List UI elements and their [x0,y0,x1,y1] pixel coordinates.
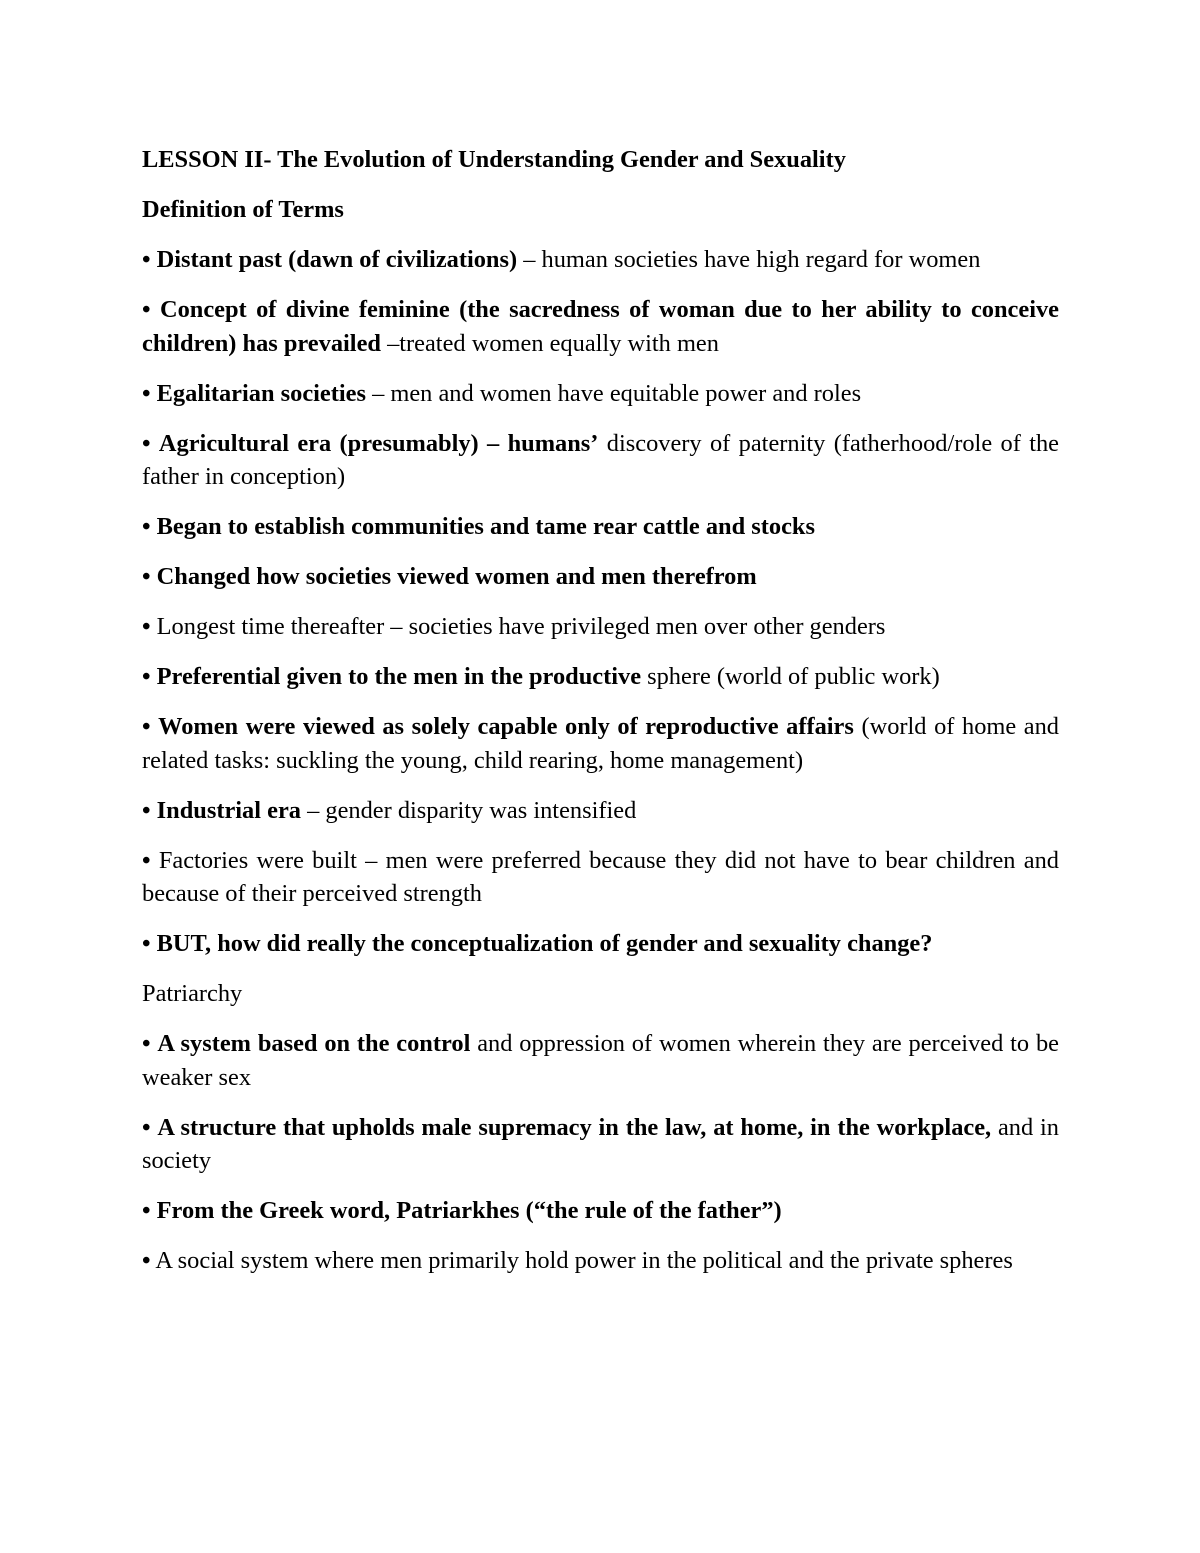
item-term: Women were viewed as solely capable only of reproductive affairs [158,713,854,740]
item-text: discovery of paternity (fatherhood/role of the father in conception) [142,429,1059,490]
list-item [142,293,1059,360]
list-item [142,610,1059,644]
item-text: A social system where men primarily hold power in the political and the private spheres [155,1247,1013,1274]
item-term: From the Greek word, Patriarkhes (“the rule of the father”) [156,1197,782,1224]
list-item [142,794,1059,828]
item-text: (world of home and related tasks: suckling the young, child rearing, home management) [142,713,1060,774]
list-item [142,427,1059,494]
lesson-title: LESSON II- The Evolution of Understanding Gender and Sexuality [142,146,846,173]
list-item [142,1111,1059,1178]
item-term: BUT, how did really the conceptualization of gender and sexuality change? [156,930,933,957]
patriarchy-heading: Patriarchy [142,980,243,1007]
bullet: • [142,296,151,323]
item-text: and oppression of women wherein they are perceived to be weaker sex [142,1030,1059,1091]
list-item [142,1244,1059,1278]
bullet: • [142,379,151,407]
item-text: Longest time thereafter – societies have privileged men over other genders [156,613,886,640]
document-page [142,143,1059,1294]
bullet: • [142,930,151,957]
item-text: sphere (world of public work) [641,663,940,690]
item-term: Agricultural era (presumably) – humans’ [158,429,599,457]
item-term: Changed how societies viewed women and men therefrom [156,563,757,590]
bullet: • [142,429,151,457]
item-text: – men and women have equitable power and roles [365,379,862,407]
list-item [142,660,1059,694]
list-item [142,1194,1059,1228]
item-term: Distant past (dawn of civilizations) [156,246,518,273]
bullet: • [142,1247,151,1274]
bullet: • [142,713,151,740]
list-item [142,243,1059,277]
bullet: • [142,663,151,690]
bullet: • [142,1197,151,1224]
item-text: –treated women equally with men [380,329,719,357]
list-item [142,377,1059,411]
item-text: and in society [142,1113,1059,1174]
item-text: – human societies have high regard for women [517,246,981,273]
bullet: • [142,796,151,824]
item-term: Began to establish communities and tame rear cattle and stocks [156,513,815,540]
item-term: Industrial era [156,796,301,824]
list-item [142,510,1059,544]
item-term: A structure that upholds male supremacy in the law, at home, in the workplace, [157,1113,992,1141]
item-text: – gender disparity was intensified [300,796,637,824]
definition-heading: Definition of Terms [142,196,344,223]
item-term: Egalitarian societies [156,379,366,407]
item-text: Factories were built – men were preferred because they did not have to bear children and because of their perceived strength [142,846,1059,907]
bullet: • [142,613,151,640]
bullet: • [142,563,151,590]
item-term: Concept of divine feminine (the sacredness of woman due to her ability to conceive children) has prevailed [142,296,1059,357]
bullet: • [142,846,151,874]
list-item [142,927,1059,961]
item-term: Preferential given to the men in the productive [156,663,642,690]
bullet: • [142,1030,151,1057]
list-item [142,1027,1059,1094]
bullet: • [142,1113,151,1141]
list-item [142,844,1059,911]
list-item [142,710,1059,777]
bullet: • [142,246,151,273]
list-item [142,560,1059,594]
bullet: • [142,513,151,540]
item-term: A system based on the control [157,1030,471,1057]
